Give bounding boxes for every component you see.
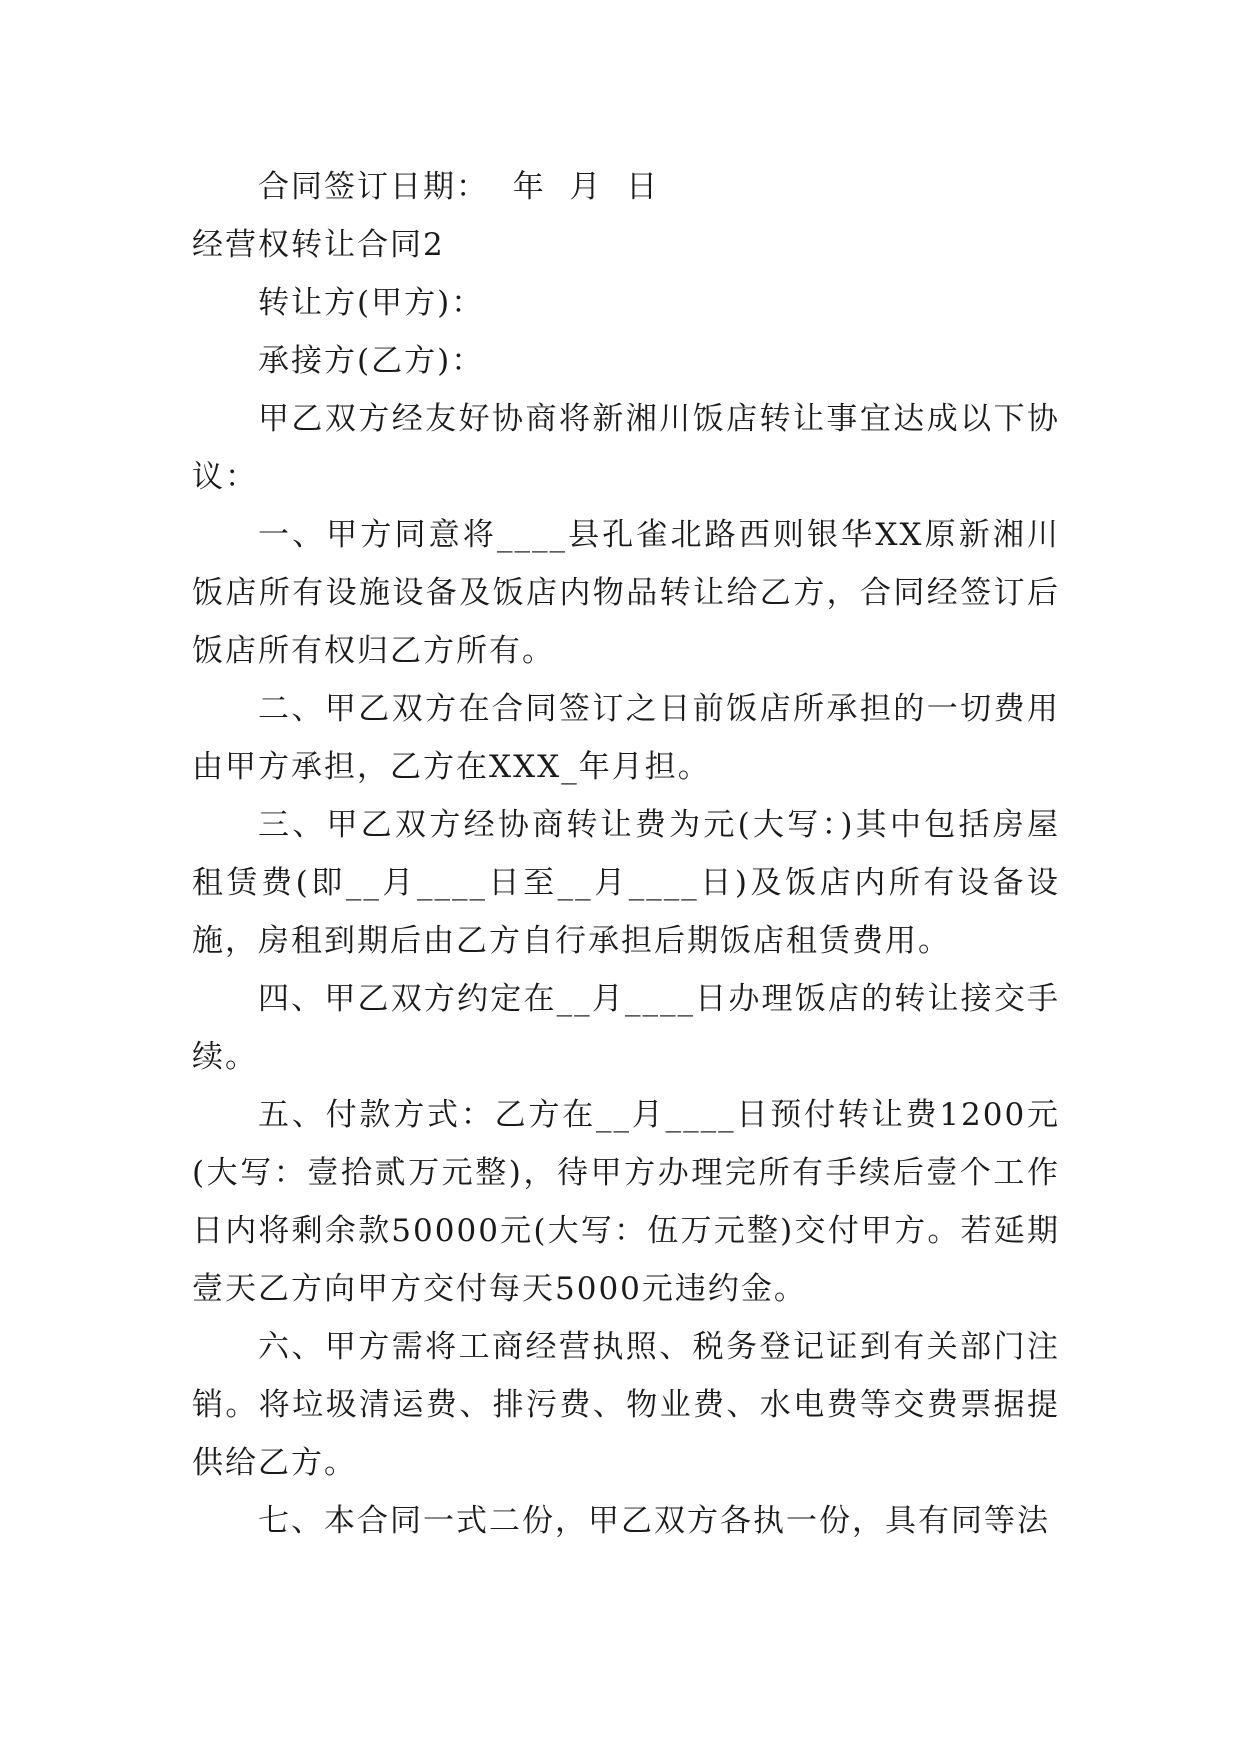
clause-3: 三、甲乙双方经协商转让费为元(大写：)其中包括房屋租赁费(即__月____日至__月____日)及饭店内所有设备设施，房租到期后由乙方自行承担后期饭店租赁费用。: [192, 807, 1060, 959]
clause-4: 四、甲乙双方约定在__月____日办理饭店的转让接交手续。: [192, 981, 1060, 1075]
signing-date-line: 合同签订日期： 年 月 日: [258, 169, 660, 205]
clause-6: 六、甲方需将工商经营执照、税务登记证到有关部门注销。将垃圾清运费、排污费、物业费、水电费等交费票据提供给乙方。: [192, 1329, 1060, 1481]
document-title: 经营权转让合同2: [192, 227, 445, 263]
transferor-line: 转让方(甲方)：: [258, 285, 485, 321]
intro-paragraph: 甲乙双方经友好协商将新湘川饭店转让事宜达成以下协议：: [192, 401, 1060, 495]
clause-2: 二、甲乙双方在合同签订之日前饭店所承担的一切费用由甲方承担，乙方在XXX_年月担。: [192, 691, 1060, 785]
clause-5: 五、付款方式：乙方在__月____日预付转让费1200元(大写：壹拾贰万元整)，待甲方办理完所有手续后壹个工作日内将剩余款50000元(大写：伍万元整)交付甲方。若延期壹天乙方向甲方交付每天5000元违约金。: [192, 1097, 1061, 1307]
transferee-line: 承接方(乙方)：: [258, 343, 485, 379]
clause-7: 七、本合同一式二份，甲乙双方各执一份，具有同等法: [258, 1503, 1050, 1539]
document-body: [192, 158, 1060, 1550]
clause-1: 一、甲方同意将____县孔雀北路西则银华XX原新湘川饭店所有设施设备及饭店内物品转让给乙方，合同经签订后饭店所有权归乙方所有。: [192, 517, 1060, 669]
